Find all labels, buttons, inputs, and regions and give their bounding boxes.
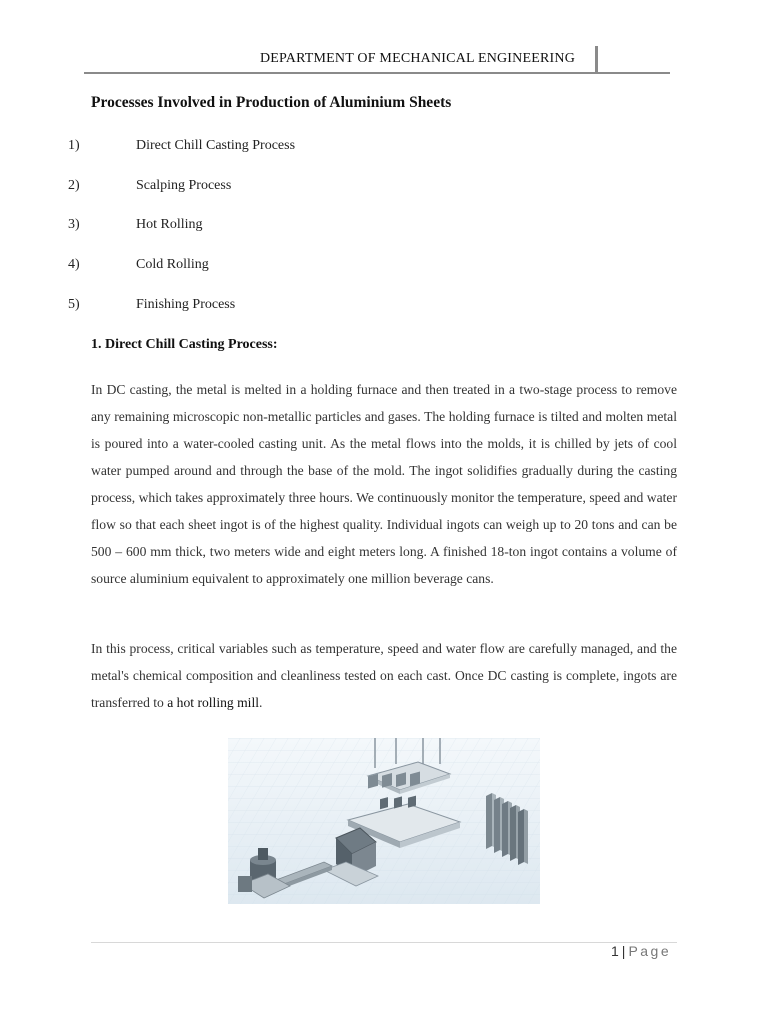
- list-label: Finishing Process: [136, 297, 236, 312]
- list-number: 2): [68, 178, 80, 193]
- department-header: DEPARTMENT OF MECHANICAL ENGINEERING: [260, 51, 576, 66]
- page-number: 1: [611, 943, 619, 959]
- header-rule: [84, 72, 670, 74]
- section-heading: 1. Direct Chill Casting Process:: [91, 337, 278, 352]
- list-number: 3): [68, 217, 80, 232]
- list-number: 1): [68, 138, 80, 153]
- body-paragraph: In DC casting, the metal is melted in a holding furnace and then treated in a two-stage process to remove any remaining microscopic non-metallic particles and gases. The holding furnace is tilted and molten metal is poured into a water-cooled casting unit. As the metal flows into the molds, it is chilled by jets of cool water pumped around and through the base of the mold. The ingot solidifies gradually during the casting process, which takes approximately three hours. We continuously monitor the temperature, speed and water flow so that each sheet ingot is of the highest quality. Individual ingots can weigh up to 20 tons and can be 500 – 600 mm thick, two meters wide and eight meters long. A finished 18-ton ingot contains a volume of source aluminium equivalent to approximately one million beverage cans.: [91, 382, 677, 586]
- body-paragraph: [91, 635, 677, 716]
- hot-rolling-mill-text: a hot rolling mill: [167, 695, 260, 710]
- list-label: Hot Rolling: [136, 217, 203, 232]
- list-number: 4): [68, 257, 80, 272]
- list-label: Cold Rolling: [136, 257, 209, 272]
- page-footer: [611, 943, 671, 959]
- paragraph-end: .: [259, 695, 263, 710]
- footer-separator: |: [621, 943, 626, 959]
- page-label: Page: [628, 943, 672, 959]
- header-vertical-bar: [595, 46, 598, 74]
- footer-rule: [91, 942, 677, 943]
- casting-plant-illustration: [228, 738, 540, 904]
- list-label: Scalping Process: [136, 178, 232, 193]
- paragraph-text: In this process, critical variables such as temperature, speed and water flow are carefully managed, and the metal's chemical composition and cleanliness tested on each cast. Once DC casting is complete, ingots are transferred to: [91, 641, 677, 710]
- list-label: Direct Chill Casting Process: [136, 138, 296, 153]
- list-number: 5): [68, 297, 80, 312]
- document-title: Processes Involved in Production of Aluminium Sheets: [91, 94, 452, 111]
